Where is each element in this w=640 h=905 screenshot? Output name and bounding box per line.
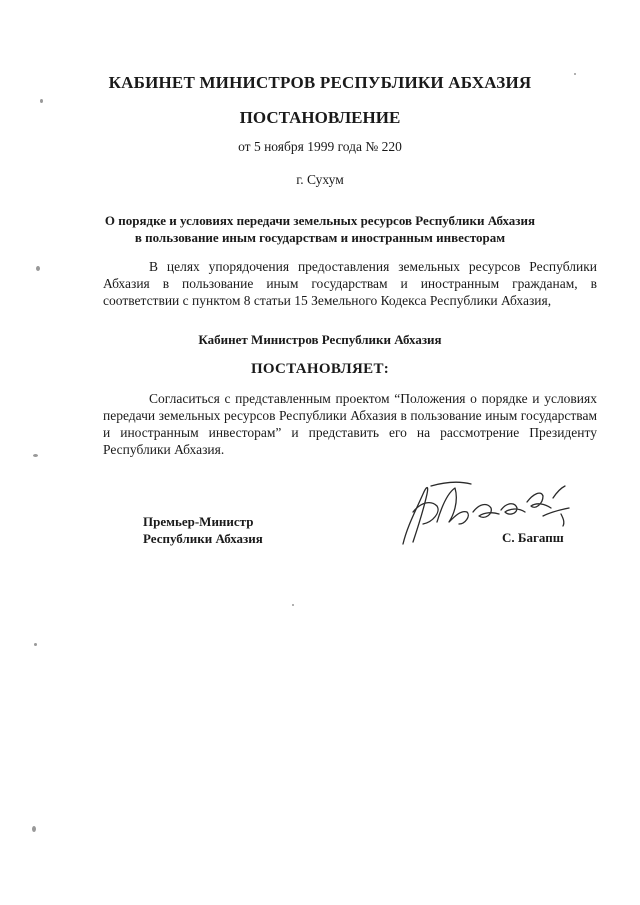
document-city: г. Сухум — [296, 172, 344, 187]
signatory-role — [143, 513, 263, 547]
scan-speck — [32, 826, 36, 832]
scan-speck — [36, 266, 40, 271]
resolves-heading: ПОСТАНОВЛЯЕТ: — [250, 361, 390, 377]
scan-speck — [574, 73, 576, 75]
resolution-paragraph: Согласиться с представленным проектом “Положения о порядке и условиях передачи земельных ресурсов Республики Абхазия в пользование иным государствам и иностранным инвесторам” и представить его на рассмотрение Президенту Республики Абхазия. — [103, 391, 597, 457]
document-type: ПОСТАНОВЛЕНИЕ — [239, 108, 401, 127]
organization-title: КАБИНЕТ МИНИСТРОВ РЕСПУБЛИКИ АБХАЗИЯ — [108, 73, 532, 92]
scan-speck — [34, 643, 37, 646]
signatory-role-line-2: Республики Абхазия — [143, 531, 263, 546]
signatory-name: С. Багапш — [502, 530, 564, 545]
scan-speck — [33, 454, 38, 457]
document-dateline: от 5 ноября 1999 года № 220 — [238, 139, 402, 154]
scan-speck — [292, 604, 294, 606]
subject-line-2: в пользование иным государствам и иностранным инвесторам — [134, 230, 506, 245]
scan-speck — [40, 99, 43, 103]
subject-line-1: О порядке и условиях передачи земельных ресурсов Республики Абхазия — [104, 213, 536, 228]
signatory-role-line-1: Премьер-Министр — [143, 514, 254, 529]
document-subject — [0, 212, 640, 246]
preamble-paragraph: В целях упорядочения предоставления земельных ресурсов Республики Абхазия в пользование иным государствам и иностранным гражданам, в соответствии с пунктом 8 статьи 15 Земельного Кодекса Республики Абхазия, — [103, 259, 597, 308]
issuer-line: Кабинет Министров Республики Абхазия — [198, 332, 442, 347]
